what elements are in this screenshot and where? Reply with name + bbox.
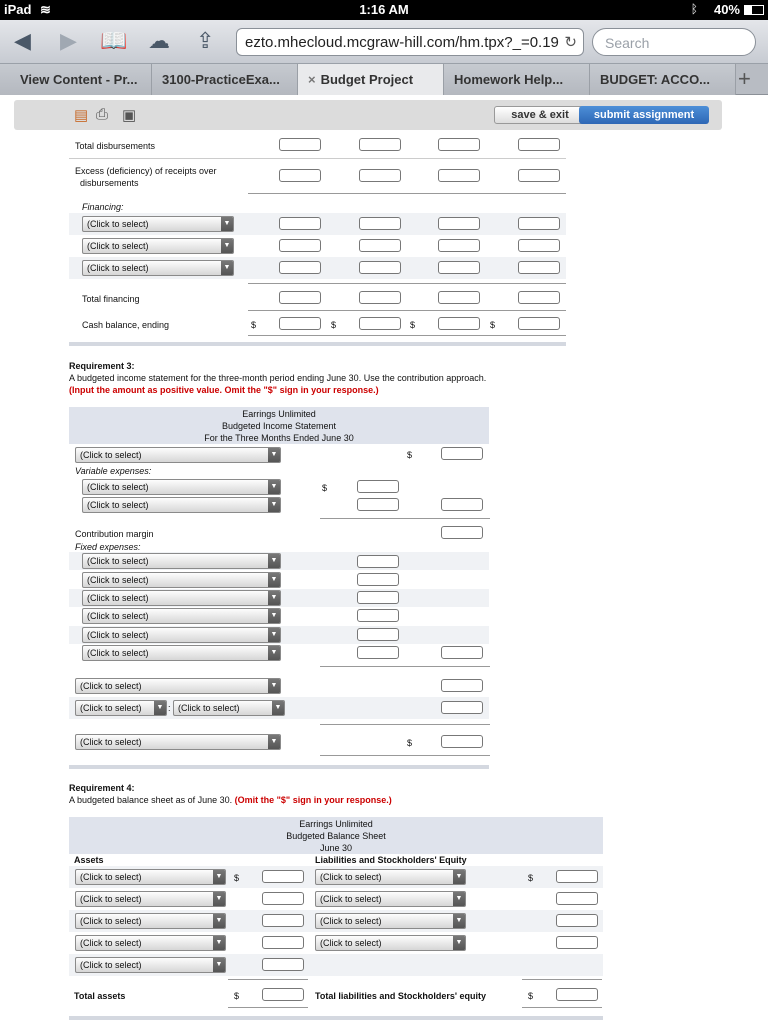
- company-name: Earrings Unlimited: [299, 819, 373, 829]
- amount-input[interactable]: [518, 291, 560, 304]
- chevron-down-icon: ▼: [221, 261, 233, 275]
- excess-label-1: Excess (deficiency) of receipts over: [75, 166, 217, 176]
- bookmarks-icon[interactable]: 📖: [100, 28, 128, 53]
- wifi-icon: ≋: [40, 2, 51, 17]
- reload-icon[interactable]: ↻: [564, 34, 577, 51]
- dollar-sign: $: [407, 450, 413, 460]
- amount-input[interactable]: [357, 555, 399, 568]
- amount-input[interactable]: [518, 169, 560, 182]
- amount-input[interactable]: [556, 914, 598, 927]
- chevron-down-icon: ▼: [268, 679, 280, 693]
- chevron-down-icon: ▼: [268, 448, 280, 462]
- dollar-sign: $: [234, 991, 240, 1001]
- amount-input[interactable]: [556, 870, 598, 883]
- book-icon[interactable]: ▤: [74, 107, 89, 124]
- new-tab-icon[interactable]: +: [738, 66, 751, 91]
- amount-input[interactable]: [279, 317, 321, 330]
- dollar-sign: $: [410, 320, 416, 330]
- amount-input[interactable]: [357, 591, 399, 604]
- total-disbursements-label: Total disbursements: [75, 141, 156, 151]
- amount-input[interactable]: [262, 936, 304, 949]
- dollar-sign: $: [407, 738, 413, 748]
- url-field[interactable]: [236, 28, 584, 56]
- chevron-down-icon: ▼: [453, 914, 465, 928]
- amount-input[interactable]: [262, 892, 304, 905]
- dollar-sign: $: [251, 320, 257, 330]
- tab-budget-acco[interactable]: BUDGET: ACCO...: [590, 64, 736, 95]
- total-assets-label: Total assets: [74, 991, 126, 1001]
- variable-expenses-label: Variable expenses:: [75, 466, 152, 476]
- financing-select[interactable]: (Click to select) ▼: [82, 260, 234, 276]
- amount-input[interactable]: [438, 138, 480, 151]
- liabilities-heading: Liabilities and Stockholders' Equity: [315, 855, 467, 865]
- dollar-sign: $: [490, 320, 496, 330]
- chevron-down-icon: ▼: [221, 239, 233, 253]
- chevron-down-icon: ▼: [268, 554, 280, 568]
- fixed-expense-select[interactable]: (Click to select) ▼: [82, 590, 281, 606]
- balance-sheet-header: [69, 817, 603, 854]
- chevron-down-icon: ▼: [268, 498, 280, 512]
- cash-balance-ending-label: Cash balance, ending: [82, 320, 170, 330]
- chevron-down-icon: ▼: [268, 573, 280, 587]
- variable-expense-select[interactable]: (Click to select) ▼: [82, 497, 281, 513]
- asset-select[interactable]: (Click to select) ▼: [75, 869, 226, 885]
- amount-input[interactable]: [279, 169, 321, 182]
- tab-practice-exam[interactable]: 3100-PracticeExa...: [152, 64, 298, 95]
- tab-homework-help[interactable]: Homework Help...: [444, 64, 590, 95]
- dollar-sign: $: [234, 873, 240, 883]
- chevron-down-icon: ▼: [213, 870, 225, 884]
- asset-select[interactable]: (Click to select) ▼: [75, 957, 226, 973]
- income-select-right[interactable]: (Click to select) ▼: [173, 700, 285, 716]
- chevron-down-icon: ▼: [268, 591, 280, 605]
- variable-expense-select[interactable]: (Click to select) ▼: [82, 479, 281, 495]
- amount-input[interactable]: [359, 138, 401, 151]
- amount-input[interactable]: [359, 217, 401, 230]
- chevron-down-icon: ▼: [154, 701, 166, 715]
- amount-input[interactable]: [518, 217, 560, 230]
- battery-icon: [744, 5, 764, 15]
- total-liabilities-label: Total liabilities and Stockholders' equity: [315, 991, 487, 1001]
- status-bar: [0, 0, 768, 20]
- amount-input[interactable]: [556, 936, 598, 949]
- search-field[interactable]: Search: [592, 28, 756, 56]
- req4-text: A budgeted balance sheet as of June 30. (Omit the "$" sign in your response.): [69, 795, 392, 805]
- chevron-down-icon: ▼: [221, 217, 233, 231]
- income-select[interactable]: (Click to select) ▼: [75, 447, 281, 463]
- amount-input[interactable]: [441, 735, 483, 748]
- dollar-sign: $: [331, 320, 337, 330]
- amount-input[interactable]: [518, 261, 560, 274]
- cloud-icon[interactable]: ☁: [148, 28, 170, 53]
- close-tab-icon[interactable]: ×: [308, 72, 316, 87]
- chevron-down-icon: ▼: [268, 735, 280, 749]
- battery-percent: 40%: [713, 2, 740, 17]
- amount-input[interactable]: [279, 217, 321, 230]
- income-statement-header: [69, 407, 489, 444]
- financing-select[interactable]: (Click to select) ▼: [82, 238, 234, 254]
- amount-input[interactable]: [279, 138, 321, 151]
- save-exit-button[interactable]: save & exit: [494, 106, 586, 124]
- statement-title: Budgeted Income Statement: [221, 421, 337, 431]
- fixed-expense-select[interactable]: (Click to select) ▼: [82, 572, 281, 588]
- fixed-expense-select[interactable]: (Click to select) ▼: [82, 553, 281, 569]
- amount-input[interactable]: [262, 914, 304, 927]
- print-icon[interactable]: ⎙: [96, 106, 109, 123]
- income-select[interactable]: (Click to select) ▼: [75, 678, 281, 694]
- amount-input[interactable]: [556, 988, 598, 1001]
- total-financing-label: Total financing: [82, 294, 140, 304]
- asset-select[interactable]: (Click to select) ▼: [75, 913, 226, 929]
- amount-input[interactable]: [279, 261, 321, 274]
- fixed-expense-select[interactable]: (Click to select) ▼: [82, 627, 281, 643]
- financing-select[interactable]: (Click to select) ▼: [82, 216, 234, 232]
- statement-date: June 30: [319, 843, 353, 853]
- liability-select[interactable]: (Click to select) ▼: [315, 869, 466, 885]
- fixed-expenses-label: Fixed expenses:: [75, 542, 141, 552]
- fixed-expense-select[interactable]: (Click to select) ▼: [82, 608, 281, 624]
- dollar-sign: $: [528, 873, 534, 883]
- dollar-sign: $: [322, 483, 328, 493]
- amount-input[interactable]: [441, 646, 483, 659]
- amount-input[interactable]: [357, 628, 399, 641]
- amount-input[interactable]: [357, 573, 399, 586]
- chevron-down-icon: ▼: [453, 892, 465, 906]
- back-icon[interactable]: ◀: [14, 28, 31, 53]
- chevron-down-icon: ▼: [213, 892, 225, 906]
- amount-input[interactable]: [359, 261, 401, 274]
- financing-label: Financing:: [82, 202, 124, 212]
- income-select-left[interactable]: (Click to select) ▼: [75, 700, 167, 716]
- amount-input[interactable]: [357, 498, 399, 511]
- amount-input[interactable]: [438, 291, 480, 304]
- clock: 1:16 AM: [359, 2, 409, 17]
- tab-budget-project[interactable]: × Budget Project: [298, 64, 444, 95]
- amount-input[interactable]: [518, 138, 560, 151]
- amount-input[interactable]: [359, 169, 401, 182]
- share-icon[interactable]: ⇪: [196, 28, 215, 53]
- liability-select[interactable]: (Click to select) ▼: [315, 891, 466, 907]
- tab-bar: [0, 64, 768, 95]
- dollar-sign: $: [528, 991, 534, 1001]
- liability-select[interactable]: (Click to select) ▼: [315, 913, 466, 929]
- amount-input[interactable]: [438, 317, 480, 330]
- amount-input[interactable]: [262, 988, 304, 1001]
- income-select[interactable]: (Click to select) ▼: [75, 734, 281, 750]
- asset-select[interactable]: (Click to select) ▼: [75, 891, 226, 907]
- amount-input[interactable]: [438, 169, 480, 182]
- chevron-down-icon: ▼: [213, 958, 225, 972]
- tab-view-content[interactable]: View Content - Pr...: [0, 64, 152, 95]
- amount-input[interactable]: [262, 958, 304, 971]
- amount-input[interactable]: [441, 498, 483, 511]
- fixed-expense-select[interactable]: (Click to select) ▼: [82, 645, 281, 661]
- amount-input[interactable]: [279, 239, 321, 252]
- amount-input[interactable]: [357, 646, 399, 659]
- url-text: ezto.mhecloud.mcgraw-hill.com/hm.tpx?_=0.19: [245, 34, 559, 51]
- excess-label-2: disbursements: [80, 178, 139, 188]
- chevron-down-icon: ▼: [268, 628, 280, 642]
- chevron-down-icon: ▼: [213, 914, 225, 928]
- statement-title: Budgeted Balance Sheet: [286, 831, 386, 841]
- chevron-down-icon: ▼: [268, 646, 280, 660]
- submit-assignment-button[interactable]: submit assignment: [579, 106, 709, 124]
- amount-input[interactable]: [441, 447, 483, 460]
- amount-input[interactable]: [441, 526, 483, 539]
- amount-input[interactable]: [359, 239, 401, 252]
- amount-input[interactable]: [279, 291, 321, 304]
- chevron-down-icon: ▼: [213, 936, 225, 950]
- assignment-toolbar: [14, 100, 722, 130]
- amount-input[interactable]: [359, 317, 401, 330]
- amount-input[interactable]: [556, 892, 598, 905]
- amount-input[interactable]: [438, 261, 480, 274]
- device-label: iPad: [4, 2, 32, 17]
- req4-title: Requirement 4:: [69, 783, 135, 793]
- forward-icon[interactable]: ▶: [60, 28, 77, 53]
- req3-title: Requirement 3:: [69, 361, 135, 371]
- chevron-down-icon: ▼: [453, 870, 465, 884]
- amount-input[interactable]: [441, 701, 483, 714]
- amount-input[interactable]: [441, 679, 483, 692]
- amount-input[interactable]: [357, 480, 399, 493]
- amount-input[interactable]: [262, 870, 304, 883]
- chevron-down-icon: ▼: [268, 609, 280, 623]
- amount-input[interactable]: [438, 217, 480, 230]
- amount-input[interactable]: [518, 239, 560, 252]
- chevron-down-icon: ▼: [453, 936, 465, 950]
- req3-note: (Input the amount as positive value. Omit the "$" sign in your response.): [69, 385, 379, 395]
- amount-input[interactable]: [518, 317, 560, 330]
- chevron-down-icon: ▼: [268, 480, 280, 494]
- assets-heading: Assets: [74, 855, 104, 865]
- browser-toolbar: [0, 20, 768, 64]
- liability-select[interactable]: (Click to select) ▼: [315, 935, 466, 951]
- statement-period: For the Three Months Ended June 30: [204, 433, 354, 443]
- req3-text: A budgeted income statement for the three-month period ending June 30. Use the contribution approach.: [69, 373, 487, 383]
- bluetooth-icon: ᛒ: [690, 2, 698, 16]
- amount-input[interactable]: [438, 239, 480, 252]
- amount-input[interactable]: [359, 291, 401, 304]
- amount-input[interactable]: [357, 609, 399, 622]
- chevron-down-icon: ▼: [272, 701, 284, 715]
- req4-note: (Omit the "$" sign in your response.): [234, 795, 392, 805]
- save-disk-icon[interactable]: ▣: [122, 107, 137, 124]
- company-name: Earrings Unlimited: [242, 409, 316, 419]
- asset-select[interactable]: (Click to select) ▼: [75, 935, 226, 951]
- contribution-margin-label: Contribution margin: [75, 529, 154, 539]
